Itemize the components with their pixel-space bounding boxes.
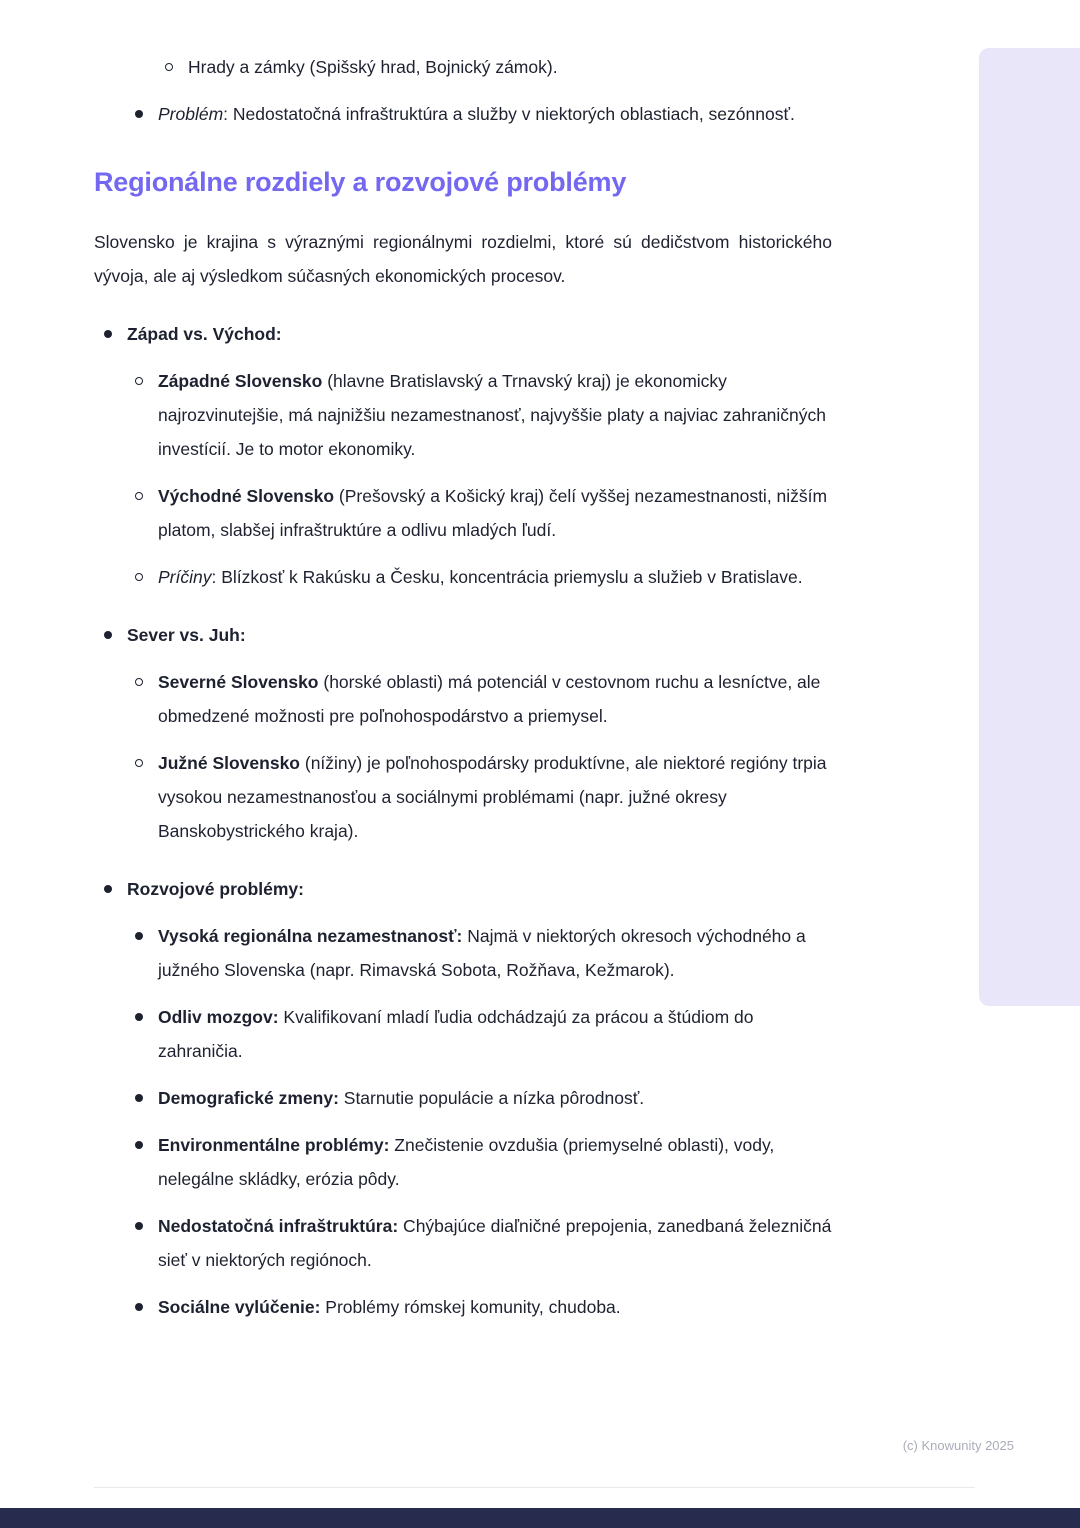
list-item [94, 1081, 832, 1115]
list-item [94, 1000, 832, 1068]
list-item-text: Západné Slovensko (hlavne Bratislavský a Trnavský kraj) je ekonomicky najrozvinutejšie, má najnižšiu nezamestnanosť, najvyššie platy a najviac zahraničných investícií. Je to motor ekonomiky. [158, 371, 827, 459]
bullet-disc-icon [135, 1013, 143, 1021]
bullet-disc-icon [104, 631, 112, 639]
list-item [94, 479, 832, 547]
bullet-disc-icon [135, 1303, 143, 1311]
list-item [94, 364, 832, 466]
topic-title-item [94, 872, 832, 906]
bullet-disc-icon [135, 1141, 143, 1149]
list-item [94, 1290, 832, 1324]
list-item-text: Hrady a zámky (Spišský hrad, Bojnický zámok). [188, 57, 558, 77]
list-item-text: Nedostatočná infraštruktúra: Chýbajúce diaľničné prepojenia, zanedbaná železničná sieť v niektorých regiónoch. [158, 1216, 832, 1270]
bullet-disc-icon [135, 110, 143, 118]
bullet-disc-icon [104, 885, 112, 893]
bullet-circle-icon [135, 678, 143, 686]
list-item-text: Odliv mozgov: Kvalifikovaní mladí ľudia odchádzajú za prácou a štúdiom do zahraničia. [158, 1007, 754, 1061]
footer-divider [94, 1487, 975, 1488]
leading-list [94, 50, 832, 131]
topic-title-item [94, 317, 832, 351]
bullet-disc-icon [135, 1094, 143, 1102]
list-item [94, 919, 832, 987]
bullet-circle-icon [165, 63, 173, 71]
list-item-text: Južné Slovensko (nížiny) je poľnohospodársky produktívne, ale niektoré regióny trpia vysokou nezamestnanosťou a sociálnymi problémami (napr. južné okresy Banskobystrického kraja). [158, 753, 827, 841]
bullet-circle-icon [135, 573, 143, 581]
list-item-text: Vysoká regionálna nezamestnanosť: Najmä v niektorých okresoch východného a južného Slovenska (napr. Rimavská Sobota, Rožňava, Kežmarok). [158, 926, 806, 980]
list-item-text: Severné Slovensko (horské oblasti) má potenciál v cestovnom ruchu a lesníctve, ale obmedzené možnosti pre poľnohospodárstvo a priemysel. [158, 672, 821, 726]
list-item [94, 97, 832, 131]
topic-list [94, 317, 832, 1324]
bullet-circle-icon [135, 377, 143, 385]
list-item [94, 1209, 832, 1277]
list-item [94, 560, 832, 594]
list-item-text: Sever vs. Juh: [127, 625, 246, 645]
list-item-text: Rozvojové problémy: [127, 879, 304, 899]
list-item-text: Západ vs. Východ: [127, 324, 282, 344]
intro-paragraph: Slovensko je krajina s výraznými regionálnymi rozdielmi, ktoré sú dedičstvom historického vývoja, ale aj výsledkom súčasných ekonomických procesov. [94, 232, 832, 286]
section-heading: Regionálne rozdiely a rozvojové problémy [94, 167, 627, 197]
bullet-disc-icon [104, 330, 112, 338]
list-item [94, 746, 832, 848]
bullet-circle-icon [135, 492, 143, 500]
list-item-text: Demografické zmeny: Starnutie populácie a nízka pôrodnosť. [158, 1088, 645, 1108]
document-content [94, 50, 832, 1324]
footer-credit: (c) Knowunity 2025 [902, 1438, 1014, 1453]
list-item-text: Sociálne vylúčenie: Problémy rómskej komunity, chudoba. [158, 1297, 621, 1317]
list-item [94, 665, 832, 733]
list-item-text: Východné Slovensko (Prešovský a Košický kraj) čelí vyššej nezamestnanosti, nižším platom, slabšej infraštruktúre a odlivu mladých ľudí. [158, 486, 828, 540]
bullet-disc-icon [135, 1222, 143, 1230]
list-item-text: Environmentálne problémy: Znečistenie ovzdušia (priemyselné oblasti), vody, nelegálne skládky, erózia pôdy. [158, 1135, 775, 1189]
bullet-circle-icon [135, 759, 143, 767]
bullet-disc-icon [135, 932, 143, 940]
list-item [94, 50, 832, 84]
list-item-text: Problém: Nedostatočná infraštruktúra a služby v niektorých oblastiach, sezónnosť. [158, 104, 795, 124]
list-item [94, 1128, 832, 1196]
list-item-text: Príčiny: Blízkosť k Rakúsku a Česku, koncentrácia priemyslu a služieb v Bratislave. [158, 567, 803, 587]
bottom-bar [0, 1508, 1080, 1528]
topic-title-item [94, 618, 832, 652]
next-page-preview-strip [979, 48, 1080, 1006]
